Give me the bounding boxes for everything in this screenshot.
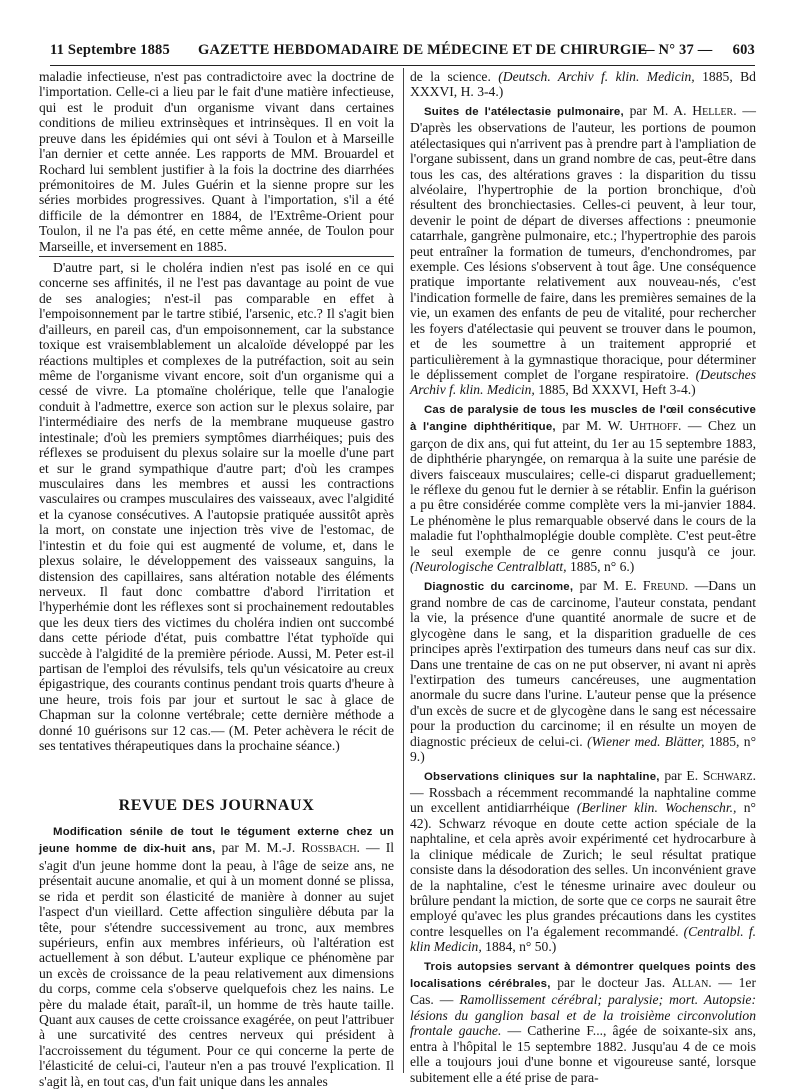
citation: (Centralbl. f. klin Medicin, — [410, 923, 756, 955]
article-author: Rossbach. — [301, 840, 360, 856]
article-byline: par M. A. — [629, 102, 687, 118]
case-summary: Ramollissement cérébral; paralysie; mort. Autopsie: lésions du ganglion basal et de la troisième circonvolution frontale gauche. — [410, 992, 756, 1039]
article-body: —Dans un grand nombre de cas de carcinome, l'auteur constata, pendant la vie, la présence d'une quantité anormale de sucre et de glycogène dans le sang, et la disparition graduelle de ces principes après l'extirpation des tumeurs dans neuf cas sur dix. Dans une trentaine de cas on ne put observer, ni avant ni après l'extirpation des tumeurs cancéreuses, une augmentation anormale du sucre dans l'urine. L'auteur pense que la présence d'un excès de sucre et de glycogène dans le sang est nécessaire pour la production du carcinome; il en résulte un moyen de diagnostic précieux de celui-ci. — [410, 577, 757, 749]
citation-ref: 1885, n° 9.) — [410, 733, 757, 765]
article-naphthalene — [410, 768, 756, 955]
column-divider — [403, 68, 404, 1073]
article-byline: par le docteur Jas. — [557, 975, 666, 991]
article-body-continued: n° 42). Schwarz révoque en doute cette action spéciale de la naphtaline, et cela après avoir expérimenté cet hydrocarbure à la clinique médicale de Zurich; le seul résultat pratique consiste dans la désodoration des selles. Un inconvénient grave de la naphtaline, c'est le ténesme urinaire avec douleur ou brûlure pendant la miction, de sorte que ce corps ne saurait être employé qu'avec les plus grandes précautions dans les cystites contre lesquelles on l'a également recommandé. — [410, 800, 756, 939]
article-heading: Modification sénile de tout le tégument externe chez un jeune homme de dix-huit ans, — [39, 825, 394, 856]
article-heading: Suites de l'atélectasie pulmonaire, — [424, 105, 624, 118]
paragraph-cholera-analogies: D'autre part, si le choléra indien n'est pas isolé en ce qui concerne ses affinités, il ne l'est pas davantage au point de vue de ses analogies; n'est-il pas comparable en effet à l'empoisonnement par le tartre stibié, l'arsenic, etc.? Il s'agit bien d'ailleurs, en pareil cas, d'un empoisonnement, car la substance toxique est vraisemblablement un alcaloïde développé par les réactions multiples et complexes de la putréfaction, soit au sein même de l'organisme vivant encore, soit d'un organisme qui a cessé de vivre. La ptomaïne cholérique, telle que l'analogie conduit à l'admettre, exerce son action sur le plexus solaire, par l'intermédiaire des nerfs de la membrane muqueuse gastro intestinale; d'où les premiers symptômes diarrhéiques; puis des réflexes se produisent du plexus solaire sur la moelle d'une part et sur le grand sympathique d'autre part; d'où les crampes musculaires dans les membres et aussi les contractions vasculaires ou crampes musculaires des vaisseaux, avec l'algidité et la cyanose consécutives. A l'autopsie pratiquée aussitôt après la mort, on constate une injection très vive de l'estomac, de l'intestin et du foie qui est augmenté de volume, et, dans le plexus solaire, le développement des vaisseaux sanguins, la distension des capillaires, sans altération notable des éléments nerveux. Il faut donc combattre d'abord l'irritation et l'hyperhémie dont les réflexes sont si prochainement redoutables que les deux tiers des victimes du choléra indien ont succombé dans cette période d'état, puis combattre l'état typhoïde qui succède à l'algidité de la première période. Aussi, M. Peter est-il partisan de l'emploi des révulsifs, tels qu'un vésicatoire au creux épigastrique, des courants continus pendant trois quarts d'heure à une heure, trois fois par jour et surtout le sac à glace de Chapman sur la colonne vertébrale; cette dernière méthode a donné 10 guérisons sur 12 cas.— (M. Peter achèvera le récit de ses tentatives thérapeutiques dans la prochaine séance.) — [39, 260, 394, 754]
left-column — [39, 69, 395, 1089]
case-label: — 1er Cas. — — [410, 975, 756, 1008]
article-heading: Cas de paralysie de tous les muscles de l'œil consécutive à l'angine diphthéritique, — [410, 403, 756, 434]
article-byline: par M. M.-J. — [221, 840, 296, 856]
article-senile-modification — [39, 823, 394, 1089]
article-cerebral-autopsies — [410, 958, 756, 1085]
issue-number: — N° 37 — — [640, 42, 713, 58]
article-heading: Diagnostic du carcinome, — [424, 580, 574, 593]
article-author: Allan. — [671, 975, 712, 991]
rule-under-paragraph — [39, 256, 394, 257]
article-body: — Catherine F..., âgée de soixante-six ans, entra à l'hôpital le 15 septembre 1882. Jusqu'au 4 de ce mois elle a toujours joui d'une bonne et vigoureuse santé, lorsque subitement elle a été prise de para- — [410, 1023, 756, 1085]
article-author: Freund. — [642, 577, 689, 593]
article-heading: Trois autopsies servant à démontrer quelques points des localisations cérébrales, — [410, 960, 756, 991]
article-author: Uhthoff. — [629, 418, 682, 434]
citation: (Berliner klin. Wochenschr., — [576, 800, 737, 816]
issue-date: 11 Septembre 1885 — [50, 42, 170, 58]
page-number: 603 — [732, 42, 755, 58]
article-byline: par E. — [664, 767, 699, 783]
citation: (Deutsch. Archiv f. klin. Medicin, — [498, 69, 695, 84]
citation-ref: 1885, n° 6.) — [569, 559, 635, 575]
citation-ref: 1884, n° 50.) — [485, 939, 557, 955]
article-body: — D'après les observations de l'auteur, les portions de poumon atélectasiques qui n'arrivent pas à prendre part à l'ampliation de l'organe subissent, dans un grand nombre de cas, peut-être dans tous les cas, des altérations graves : la disparition du tissu alvéolaire, l'hypertrophie de la portion bronchique, d'où résultent des bronchiectasies. Celles-ci peuvent, à leur tour, devenir le point de départ de diverses affections : pneumonie catarrhale, gangrène pulmonaire, etc.; l'hypertrophie des parois peut entraîner la formation de tumeurs, d'enchondromes, par exemple. Ces lésions s'observent à tout âge. Une conséquence pratique importante relativement aux nouveau-nés, c'est l'indication formelle de faire, dans les premières semaines de la vie, un examen des enfants de peu de vitalité, pour rechercher les foyers d'atélectasie qui peuvent se trouver dans le poumon, et de les soumettre à un traitement approprié et particulièrement à la gymnastique thoracique, pour déterminer le déplissement complet de l'organe respiratoire. — [410, 102, 757, 383]
article-heading: Observations cliniques sur la naphtaline, — [424, 770, 660, 783]
header-rule — [50, 65, 755, 66]
citation: (Neurologische Centralblatt, — [410, 559, 567, 575]
article-author: Heller. — [692, 102, 737, 118]
article-byline: par M. E. — [579, 577, 637, 593]
citation: (Wiener med. Blätter, — [587, 733, 705, 749]
article-body: — Chez un garçon de dix ans, qui fut atteint, du 1er au 15 septembre 1883, de diphthérie pharyngée, on remarqua à la suite une parésie de divers faisceaux musculaires; celle-ci disparut graduellement; le réflexe du genou fut le dernier à se rétablir. Enfin la guérison a pu être considérée comme complète vers la mi-janvier 1884. Le phénomène le plus remarquable observé dans le cours de la maladie fut l'ophthalmoplégie double complète. C'est peut-être le seul exemple de ce genre connu jusqu'à ce jour. — [410, 418, 757, 559]
article-eye-paralysis — [410, 401, 756, 575]
paragraph-importation: maladie infectieuse, n'est pas contradictoire avec la doctrine de l'importation. Celle-ci a lieu par le fait d'une matière infectieuse, qui est le produit d'un organisme vivant dans certaines conditions de milieu extrinsèques et intrinsèques. Il en voit la preuve dans les épidémies qui ont sévi à Toulon et à Marseille l'an dernier et cette année. Les rapports de MM. Brouardel et Rochard lui semblent justifier à la fois la doctrine des diarrhées prémonitoires de M. Jules Guérin et la sienne propre sur les séries morbides progressives. Quant à l'importation, s'il a été difficile de la démontrer en 1884, de l'Extrême-Orient pour Toulon, il ne l'a pas été, en cette même année, de Toulon pour Marseille, et inversement en 1885. — [39, 69, 394, 254]
article-continuation — [410, 69, 756, 100]
right-column — [410, 69, 757, 1085]
citation-ref: 1885, Bd XXXVI, H. 3-4.) — [410, 69, 756, 100]
article-body: — Il s'agit d'un jeune homme dont la peau, à l'âge de seize ans, ne présentait aucune anomalie, et qui à un moment donné se plissa, se rida et perdit son élasticité de manière à donner au sujet l'aspect d'un vieillard. Cette affection singulière débuta par la tête, pour s'étendre successivement au tronc, aux membres supérieurs, enfin aux membres inférieurs, où l'altération est actuellement à son début. L'auteur explique ce phénomène par un excès de croissance de la peau relativement aux dimensions du corps, comme cela s'observe quelquefois chez les nains. Le père du malade était, paraît-il, un homme de très haute taille. Quant aux causes de cette croissance exagérée, on peut l'attribuer à une surcativité des centres nerveux qui président à l'accroissement du tégument. Pour ce qui concerne la perte de l'élasticité de celui-ci, l'auteur n'en a pas trouvé l'explication. Il s'agit là, en tout cas, d'un fait unique dans les annales — [39, 840, 395, 1089]
article-atelectasis — [410, 103, 756, 398]
citation-ref: 1885, Bd XXXVI, Heft 3-4.) — [538, 382, 696, 398]
article-author: Schwarz. — [702, 767, 756, 783]
journal-title: GAZETTE HEBDOMADAIRE DE MÉDECINE ET DE CHIRURGIE — [198, 42, 648, 58]
running-head — [50, 42, 755, 62]
section-title: REVUE DES JOURNAUX — [118, 796, 315, 814]
citation: (Deutsches Archiv f. klin. Medicin, — [410, 367, 756, 398]
article-body: de la science. — [410, 69, 491, 84]
article-carcinoma — [410, 578, 756, 765]
article-body: — Rossbach a récemment recommandé la naphtaline comme un excellent antidiarrhéique — [410, 784, 756, 816]
article-byline: par M. W. — [562, 418, 623, 434]
